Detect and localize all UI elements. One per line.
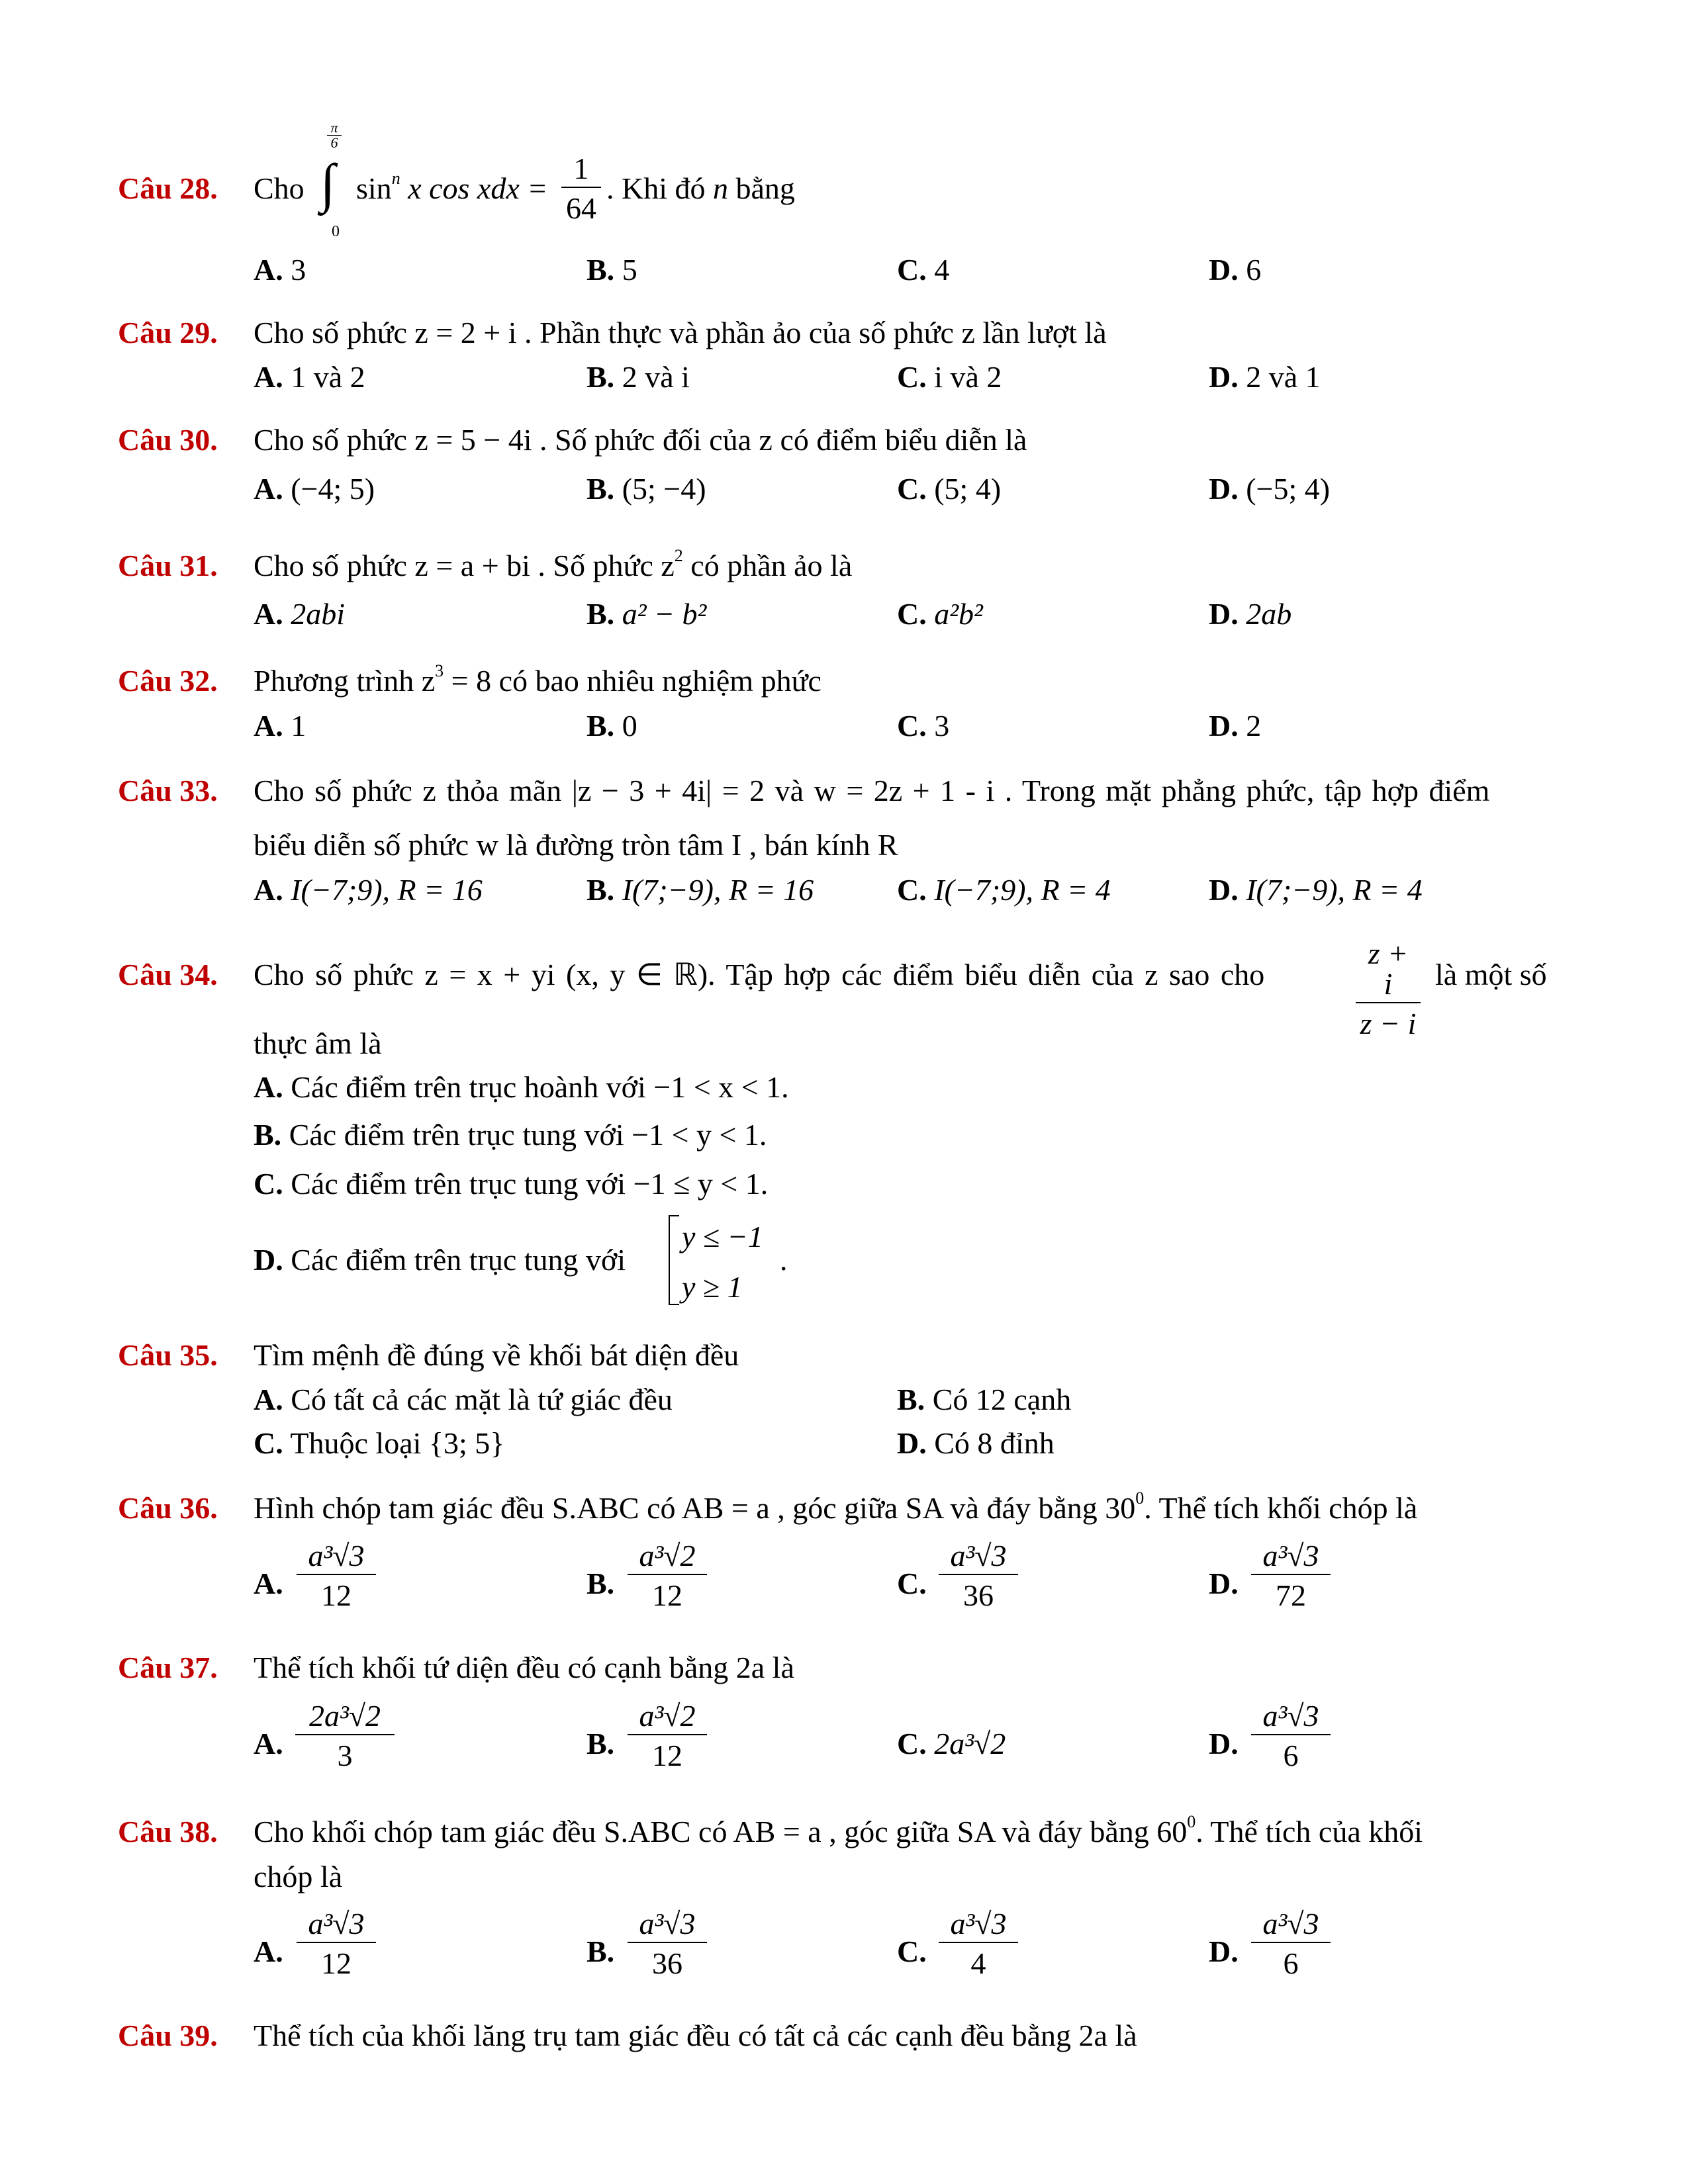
question-number: Câu 33. [118, 774, 218, 807]
option-a[interactable]: A. 1 [254, 709, 306, 743]
option-a[interactable]: A. Các điểm trên trục hoành với −1 < x < 1. [254, 1070, 789, 1104]
question-number: Câu 34. [118, 958, 218, 991]
case-2: y ≥ 1 [682, 1270, 743, 1304]
integrand: $\sin^n x$ cos xdx = [356, 169, 548, 205]
question-number: Câu 30. [118, 423, 218, 457]
case-bracket [669, 1215, 679, 1305]
option-d-fraction[interactable]: a³√3 72 [1251, 1541, 1331, 1611]
option-b-fraction[interactable]: a³√2 12 [628, 1541, 707, 1611]
option-a-fraction[interactable]: a³√3 12 [297, 1909, 376, 1979]
option-c[interactable]: C. I(−7;9), R = 4 [897, 873, 1111, 907]
option-c[interactable]: C. 2a³√2 [897, 1727, 1006, 1760]
option-c-label[interactable]: C. [897, 1934, 927, 1968]
option-a-fraction[interactable]: a³√3 12 [297, 1541, 376, 1611]
integral-upper-limit: π 6 [327, 120, 342, 150]
option-c-fraction[interactable]: a³√3 36 [939, 1541, 1018, 1611]
option-c[interactable]: C. 3 [897, 709, 950, 743]
question-number: Câu 37. [118, 1651, 218, 1684]
option-b[interactable]: B. 5 [586, 253, 637, 287]
option-a-label[interactable]: A. [254, 1934, 283, 1968]
case-1: y ≤ −1 [682, 1220, 763, 1253]
question-number: Câu 32. [118, 664, 218, 698]
question-number: Câu 29. [118, 316, 218, 349]
question-stem: Cho số phức z = 2 + i . Phần thực và phần ảo của số phức z lần lượt là [254, 316, 1107, 349]
question-number: Câu 31. [118, 549, 218, 582]
option-b[interactable]: B. a² − b² [586, 597, 707, 631]
option-c[interactable]: C. Các điểm trên trục tung với −1 ≤ y < 1. [254, 1167, 769, 1201]
option-b[interactable]: B. I(7;−9), R = 16 [586, 873, 814, 907]
integral-sign: ∫ [320, 153, 336, 213]
question-stem-line-2: thực âm là [254, 1026, 382, 1060]
option-d-fraction[interactable]: a³√3 6 [1251, 1701, 1331, 1771]
option-a[interactable]: A. (−4; 5) [254, 472, 375, 506]
option-d[interactable]: D. 6 [1209, 253, 1262, 287]
option-c[interactable]: C. (5; 4) [897, 472, 1002, 506]
question-stem: Thể tích của khối lăng trụ tam giác đều có tất cả các cạnh đều bằng 2a là [254, 2019, 1137, 2052]
option-b[interactable]: B. Các điểm trên trục tung với −1 < y < 1. [254, 1118, 767, 1152]
option-d[interactable]: D. (−5; 4) [1209, 472, 1331, 506]
question-stem-prefix: Cho [254, 171, 305, 205]
question-stem: Hình chóp tam giác đều S.ABC có AB = a , góc giữa SA và đáy bằng $30^0$. Thể tích khối chóp là [254, 1488, 1418, 1525]
option-d-label[interactable]: D. [1209, 1934, 1239, 1968]
fraction: z + i z − i [1356, 938, 1421, 1039]
option-b-fraction[interactable]: a³√2 12 [628, 1701, 707, 1771]
fraction: 1 64 [561, 154, 601, 224]
question-stem: Phương trình $z^3 = 8$ có bao nhiêu nghiệm phức [254, 661, 821, 698]
option-c[interactable]: C. i và 2 [897, 360, 1002, 394]
question-stem-b: là một số [1435, 958, 1547, 991]
option-b[interactable]: B. 2 và i [586, 360, 690, 394]
option-d-fraction[interactable]: a³√3 6 [1251, 1909, 1331, 1979]
case-end: . [780, 1243, 788, 1277]
question-stem-line-2: biểu diễn số phức w là đường tròn tâm I , bán kính R [254, 828, 898, 862]
option-a[interactable]: A. I(−7;9), R = 16 [254, 873, 483, 907]
question-stem: Cho số phức z = a + bi . Số phức $z^2$ có phần ảo là [254, 546, 853, 582]
integral-lower-limit: 0 [332, 223, 340, 240]
question-stem-line-1: Cho số phức z thỏa mãn |z − 3 + 4i| = 2 và w = 2z + 1 - i . Trong mặt phẳng phức, tập hợp điểm [254, 774, 1490, 807]
option-a[interactable]: A. 1 và 2 [254, 360, 365, 394]
option-d[interactable]: D. 2 [1209, 709, 1262, 743]
option-d-label[interactable]: D. [1209, 1567, 1239, 1600]
question-number: Câu 28. [118, 171, 218, 205]
option-a-label[interactable]: A. [254, 1567, 283, 1600]
question-stem: Thể tích khối tứ diện đều có cạnh bằng 2a là [254, 1651, 794, 1684]
option-d-label[interactable]: D. [1209, 1727, 1239, 1760]
question-stem: Cho số phức z = 5 − 4i . Số phức đối của z có điểm biểu diễn là [254, 423, 1027, 457]
question-stem-a: Cho số phức z = x + yi (x, y ∈ ℝ). Tập hợp các điểm biểu diễn của z sao cho [254, 958, 1265, 991]
option-b-label[interactable]: B. [586, 1934, 615, 1968]
question-number: Câu 35. [118, 1338, 218, 1372]
question-number: Câu 36. [118, 1491, 218, 1525]
option-a-fraction[interactable]: 2a³√2 3 [295, 1701, 395, 1771]
option-a-label[interactable]: A. [254, 1727, 283, 1760]
option-d[interactable]: D. 2 và 1 [1209, 360, 1321, 394]
question-number: Câu 38. [118, 1815, 218, 1848]
option-d[interactable]: D. Có 8 đỉnh [897, 1426, 1055, 1460]
option-d[interactable]: D. Các điểm trên trục tung với [254, 1243, 626, 1277]
option-d[interactable]: D. 2ab [1209, 597, 1292, 631]
option-c[interactable]: C. Thuộc loại {3; 5} [254, 1426, 505, 1460]
option-b-fraction[interactable]: a³√3 36 [628, 1909, 707, 1979]
option-a[interactable]: A. Có tất cả các mặt là tứ giác đều [254, 1383, 673, 1416]
option-c[interactable]: C. 4 [897, 253, 950, 287]
question-stem: Tìm mệnh đề đúng về khối bát diện đều [254, 1338, 739, 1372]
question-stem-suffix: . Khi đó n bằng [606, 171, 795, 205]
option-c-label[interactable]: C. [897, 1567, 927, 1600]
option-b[interactable]: B. (5; −4) [586, 472, 706, 506]
option-a[interactable]: A. 3 [254, 253, 306, 287]
option-a[interactable]: A. 2abi [254, 597, 346, 631]
option-c-fraction[interactable]: a³√3 4 [939, 1909, 1018, 1979]
question-stem-line-2: chóp là [254, 1860, 343, 1893]
option-d[interactable]: D. I(7;−9), R = 4 [1209, 873, 1423, 907]
question-stem: Cho khối chóp tam giác đều S.ABC có AB = a , góc giữa SA và đáy bằng $60^0$. Thể tích của khối [254, 1812, 1423, 1848]
option-b-label[interactable]: B. [586, 1567, 615, 1600]
option-b[interactable]: B. Có 12 cạnh [897, 1383, 1072, 1416]
option-c[interactable]: C. a²b² [897, 597, 983, 631]
option-b[interactable]: B. 0 [586, 709, 637, 743]
question-number: Câu 39. [118, 2019, 218, 2052]
option-b-label[interactable]: B. [586, 1727, 615, 1760]
